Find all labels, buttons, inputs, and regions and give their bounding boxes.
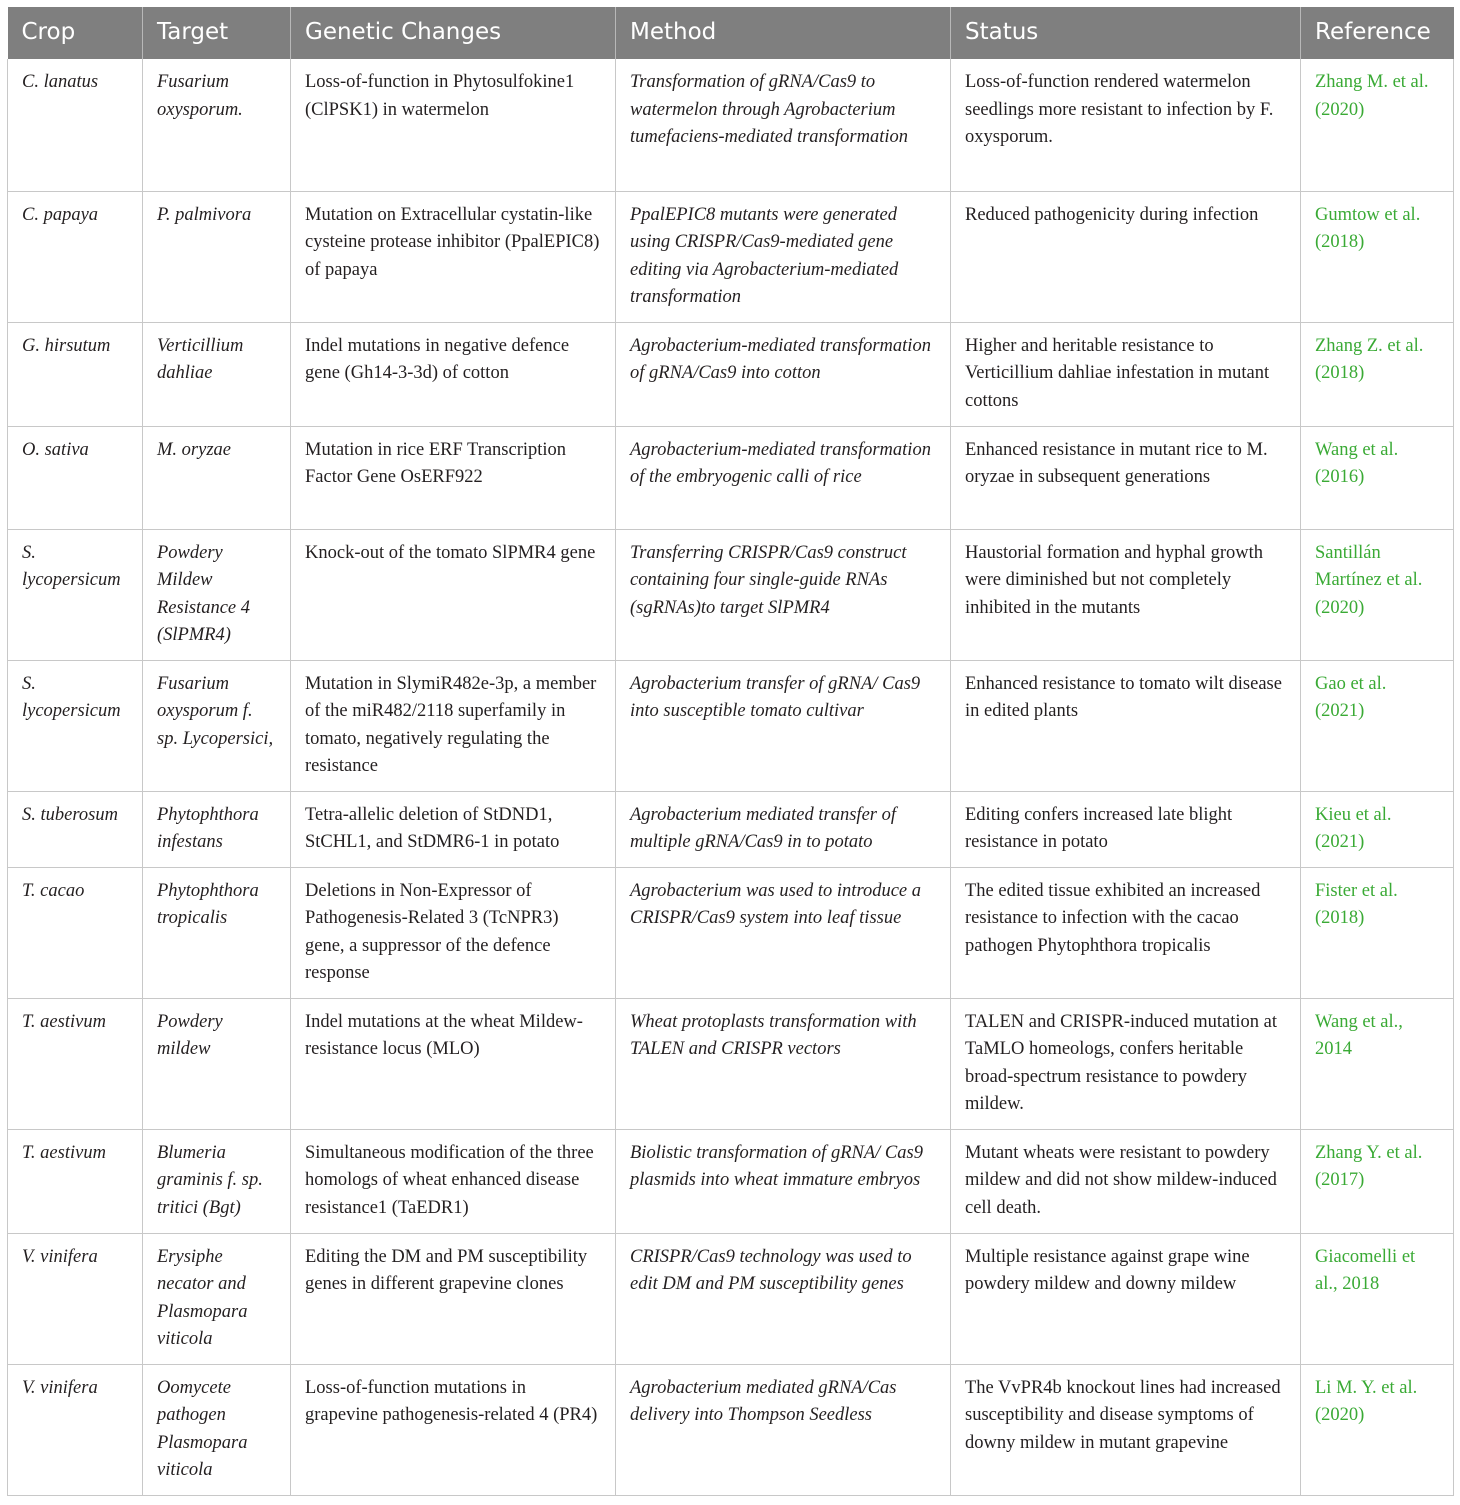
method-cell: PpalEPIC8 mutants were generated using CRISPR/Cas9-mediated gene editing via Agrobacterium-mediated transformation (616, 191, 951, 322)
genetic-changes-cell: Mutation on Extracellular cystatin-like cysteine protease inhibitor (PpalEPIC8) of papaya (291, 191, 616, 322)
genetic-changes-cell: Editing the DM and PM susceptibility genes in different grapevine clones (291, 1233, 616, 1364)
target-cell: Oomycete pathogen Plasmopara viticola (143, 1364, 291, 1495)
table-row (8, 426, 1454, 529)
status-cell: Loss-of-function rendered watermelon seedlings more resistant to infection by F. oxysporum. (951, 59, 1301, 191)
reference-link[interactable]: Wang et al., 2014 (1301, 998, 1454, 1129)
target-cell: Phytophthora infestans (143, 791, 291, 867)
genetic-changes-cell: Mutation in rice ERF Transcription Factor Gene OsERF922 (291, 426, 616, 529)
target-cell: Powdery Mildew Resistance 4 (SlPMR4) (143, 529, 291, 660)
method-cell: Agrobacterium-mediated transformation of the embryogenic calli of rice (616, 426, 951, 529)
crop-cell: V. vinifera (8, 1233, 143, 1364)
crop-cell: S. tuberosum (8, 791, 143, 867)
status-cell: Editing confers increased late blight resistance in potato (951, 791, 1301, 867)
genetic-changes-cell: Deletions in Non-Expressor of Pathogenesis-Related 3 (TcNPR3) gene, a suppressor of the defence response (291, 867, 616, 998)
reference-link[interactable]: Zhang Y. et al. (2017) (1301, 1129, 1454, 1233)
table-body (8, 59, 1454, 1495)
table-row (8, 529, 1454, 660)
crop-cell: G. hirsutum (8, 322, 143, 426)
target-cell: M. oryzae (143, 426, 291, 529)
genetic-changes-cell: Indel mutations in negative defence gene (Gh14-3-3d) of cotton (291, 322, 616, 426)
crop-cell: T. aestivum (8, 998, 143, 1129)
status-cell: Haustorial formation and hyphal growth were diminished but not completely inhibited in the mutants (951, 529, 1301, 660)
table-row (8, 1233, 1454, 1364)
header-status: Status (951, 7, 1301, 59)
table-row (8, 998, 1454, 1129)
method-cell: Transferring CRISPR/Cas9 construct containing four single-guide RNAs (sgRNAs)to target SlPMR4 (616, 529, 951, 660)
status-cell: TALEN and CRISPR-induced mutation at TaMLO homeologs, confers heritable broad-spectrum resistance to powdery mildew. (951, 998, 1301, 1129)
crop-cell: C. papaya (8, 191, 143, 322)
method-cell: Agrobacterium mediated transfer of multiple gRNA/Cas9 in to potato (616, 791, 951, 867)
method-cell: Agrobacterium was used to introduce a CRISPR/Cas9 system into leaf tissue (616, 867, 951, 998)
reference-link[interactable]: Kieu et al. (2021) (1301, 791, 1454, 867)
genetic-changes-cell: Simultaneous modification of the three homologs of wheat enhanced disease resistance1 (TaEDR1) (291, 1129, 616, 1233)
method-cell: Transformation of gRNA/Cas9 to watermelon through Agrobacterium tumefaciens-mediated transformation (616, 59, 951, 191)
header-row (8, 7, 1454, 59)
target-cell: Powdery mildew (143, 998, 291, 1129)
header-method: Method (616, 7, 951, 59)
reference-link[interactable]: Gao et al. (2021) (1301, 660, 1454, 791)
crop-cell: O. sativa (8, 426, 143, 529)
table-row (8, 867, 1454, 998)
target-cell: Phytophthora tropicalis (143, 867, 291, 998)
genetic-changes-cell: Mutation in SlymiR482e-3p, a member of the miR482/2118 superfamily in tomato, negatively regulating the resistance (291, 660, 616, 791)
table-header (8, 7, 1454, 59)
reference-link[interactable]: Fister et al. (2018) (1301, 867, 1454, 998)
table-row (8, 322, 1454, 426)
crop-cell: S. lycopersicum (8, 529, 143, 660)
crispr-crop-table (7, 7, 1454, 1496)
status-cell: Higher and heritable resistance to Verticillium dahliae infestation in mutant cottons (951, 322, 1301, 426)
genetic-changes-cell: Loss-of-function mutations in grapevine pathogenesis-related 4 (PR4) (291, 1364, 616, 1495)
header-genetic-changes: Genetic Changes (291, 7, 616, 59)
target-cell: Verticillium dahliae (143, 322, 291, 426)
table-row (8, 59, 1454, 191)
method-cell: Agrobacterium mediated gRNA/Cas delivery into Thompson Seedless (616, 1364, 951, 1495)
target-cell: Erysiphe necator and Plasmopara viticola (143, 1233, 291, 1364)
target-cell: Fusarium oxysporum. (143, 59, 291, 191)
status-cell: Mutant wheats were resistant to powdery mildew and did not show mildew-induced cell death. (951, 1129, 1301, 1233)
header-crop: Crop (8, 7, 143, 59)
table-row (8, 191, 1454, 322)
status-cell: Multiple resistance against grape wine powdery mildew and downy mildew (951, 1233, 1301, 1364)
status-cell: Reduced pathogenicity during infection (951, 191, 1301, 322)
method-cell: Wheat protoplasts transformation with TALEN and CRISPR vectors (616, 998, 951, 1129)
method-cell: Agrobacterium transfer of gRNA/ Cas9 into susceptible tomato cultivar (616, 660, 951, 791)
genetic-changes-cell: Knock-out of the tomato SlPMR4 gene (291, 529, 616, 660)
crop-cell: C. lanatus (8, 59, 143, 191)
table-row (8, 1364, 1454, 1495)
target-cell: P. palmivora (143, 191, 291, 322)
reference-link[interactable]: Zhang M. et al. (2020) (1301, 59, 1454, 191)
genetic-changes-cell: Indel mutations at the wheat Mildew-resistance locus (MLO) (291, 998, 616, 1129)
reference-link[interactable]: Zhang Z. et al. (2018) (1301, 322, 1454, 426)
header-target: Target (143, 7, 291, 59)
crop-cell: V. vinifera (8, 1364, 143, 1495)
crop-cell: T. aestivum (8, 1129, 143, 1233)
table-row (8, 660, 1454, 791)
crop-cell: S. lycopersicum (8, 660, 143, 791)
genetic-changes-cell: Loss-of-function in Phytosulfokine1 (ClPSK1) in watermelon (291, 59, 616, 191)
method-cell: CRISPR/Cas9 technology was used to edit DM and PM susceptibility genes (616, 1233, 951, 1364)
target-cell: Fusarium oxysporum f. sp. Lycopersici, (143, 660, 291, 791)
method-cell: Biolistic transformation of gRNA/ Cas9 plasmids into wheat immature embryos (616, 1129, 951, 1233)
status-cell: The edited tissue exhibited an increased resistance to infection with the cacao pathogen Phytophthora tropicalis (951, 867, 1301, 998)
reference-link[interactable]: Wang et al. (2016) (1301, 426, 1454, 529)
crop-cell: T. cacao (8, 867, 143, 998)
reference-link[interactable]: Li M. Y. et al. (2020) (1301, 1364, 1454, 1495)
reference-link[interactable]: Giacomelli et al., 2018 (1301, 1233, 1454, 1364)
header-reference: Reference (1301, 7, 1454, 59)
reference-link[interactable]: Santillán Martínez et al. (2020) (1301, 529, 1454, 660)
genetic-changes-cell: Tetra-allelic deletion of StDND1, StCHL1, and StDMR6-1 in potato (291, 791, 616, 867)
reference-link[interactable]: Gumtow et al. (2018) (1301, 191, 1454, 322)
target-cell: Blumeria graminis f. sp. tritici (Bgt) (143, 1129, 291, 1233)
table-row (8, 791, 1454, 867)
status-cell: Enhanced resistance in mutant rice to M. oryzae in subsequent generations (951, 426, 1301, 529)
method-cell: Agrobacterium-mediated transformation of gRNA/Cas9 into cotton (616, 322, 951, 426)
table-row (8, 1129, 1454, 1233)
status-cell: Enhanced resistance to tomato wilt disease in edited plants (951, 660, 1301, 791)
status-cell: The VvPR4b knockout lines had increased susceptibility and disease symptoms of downy mildew in mutant grapevine (951, 1364, 1301, 1495)
